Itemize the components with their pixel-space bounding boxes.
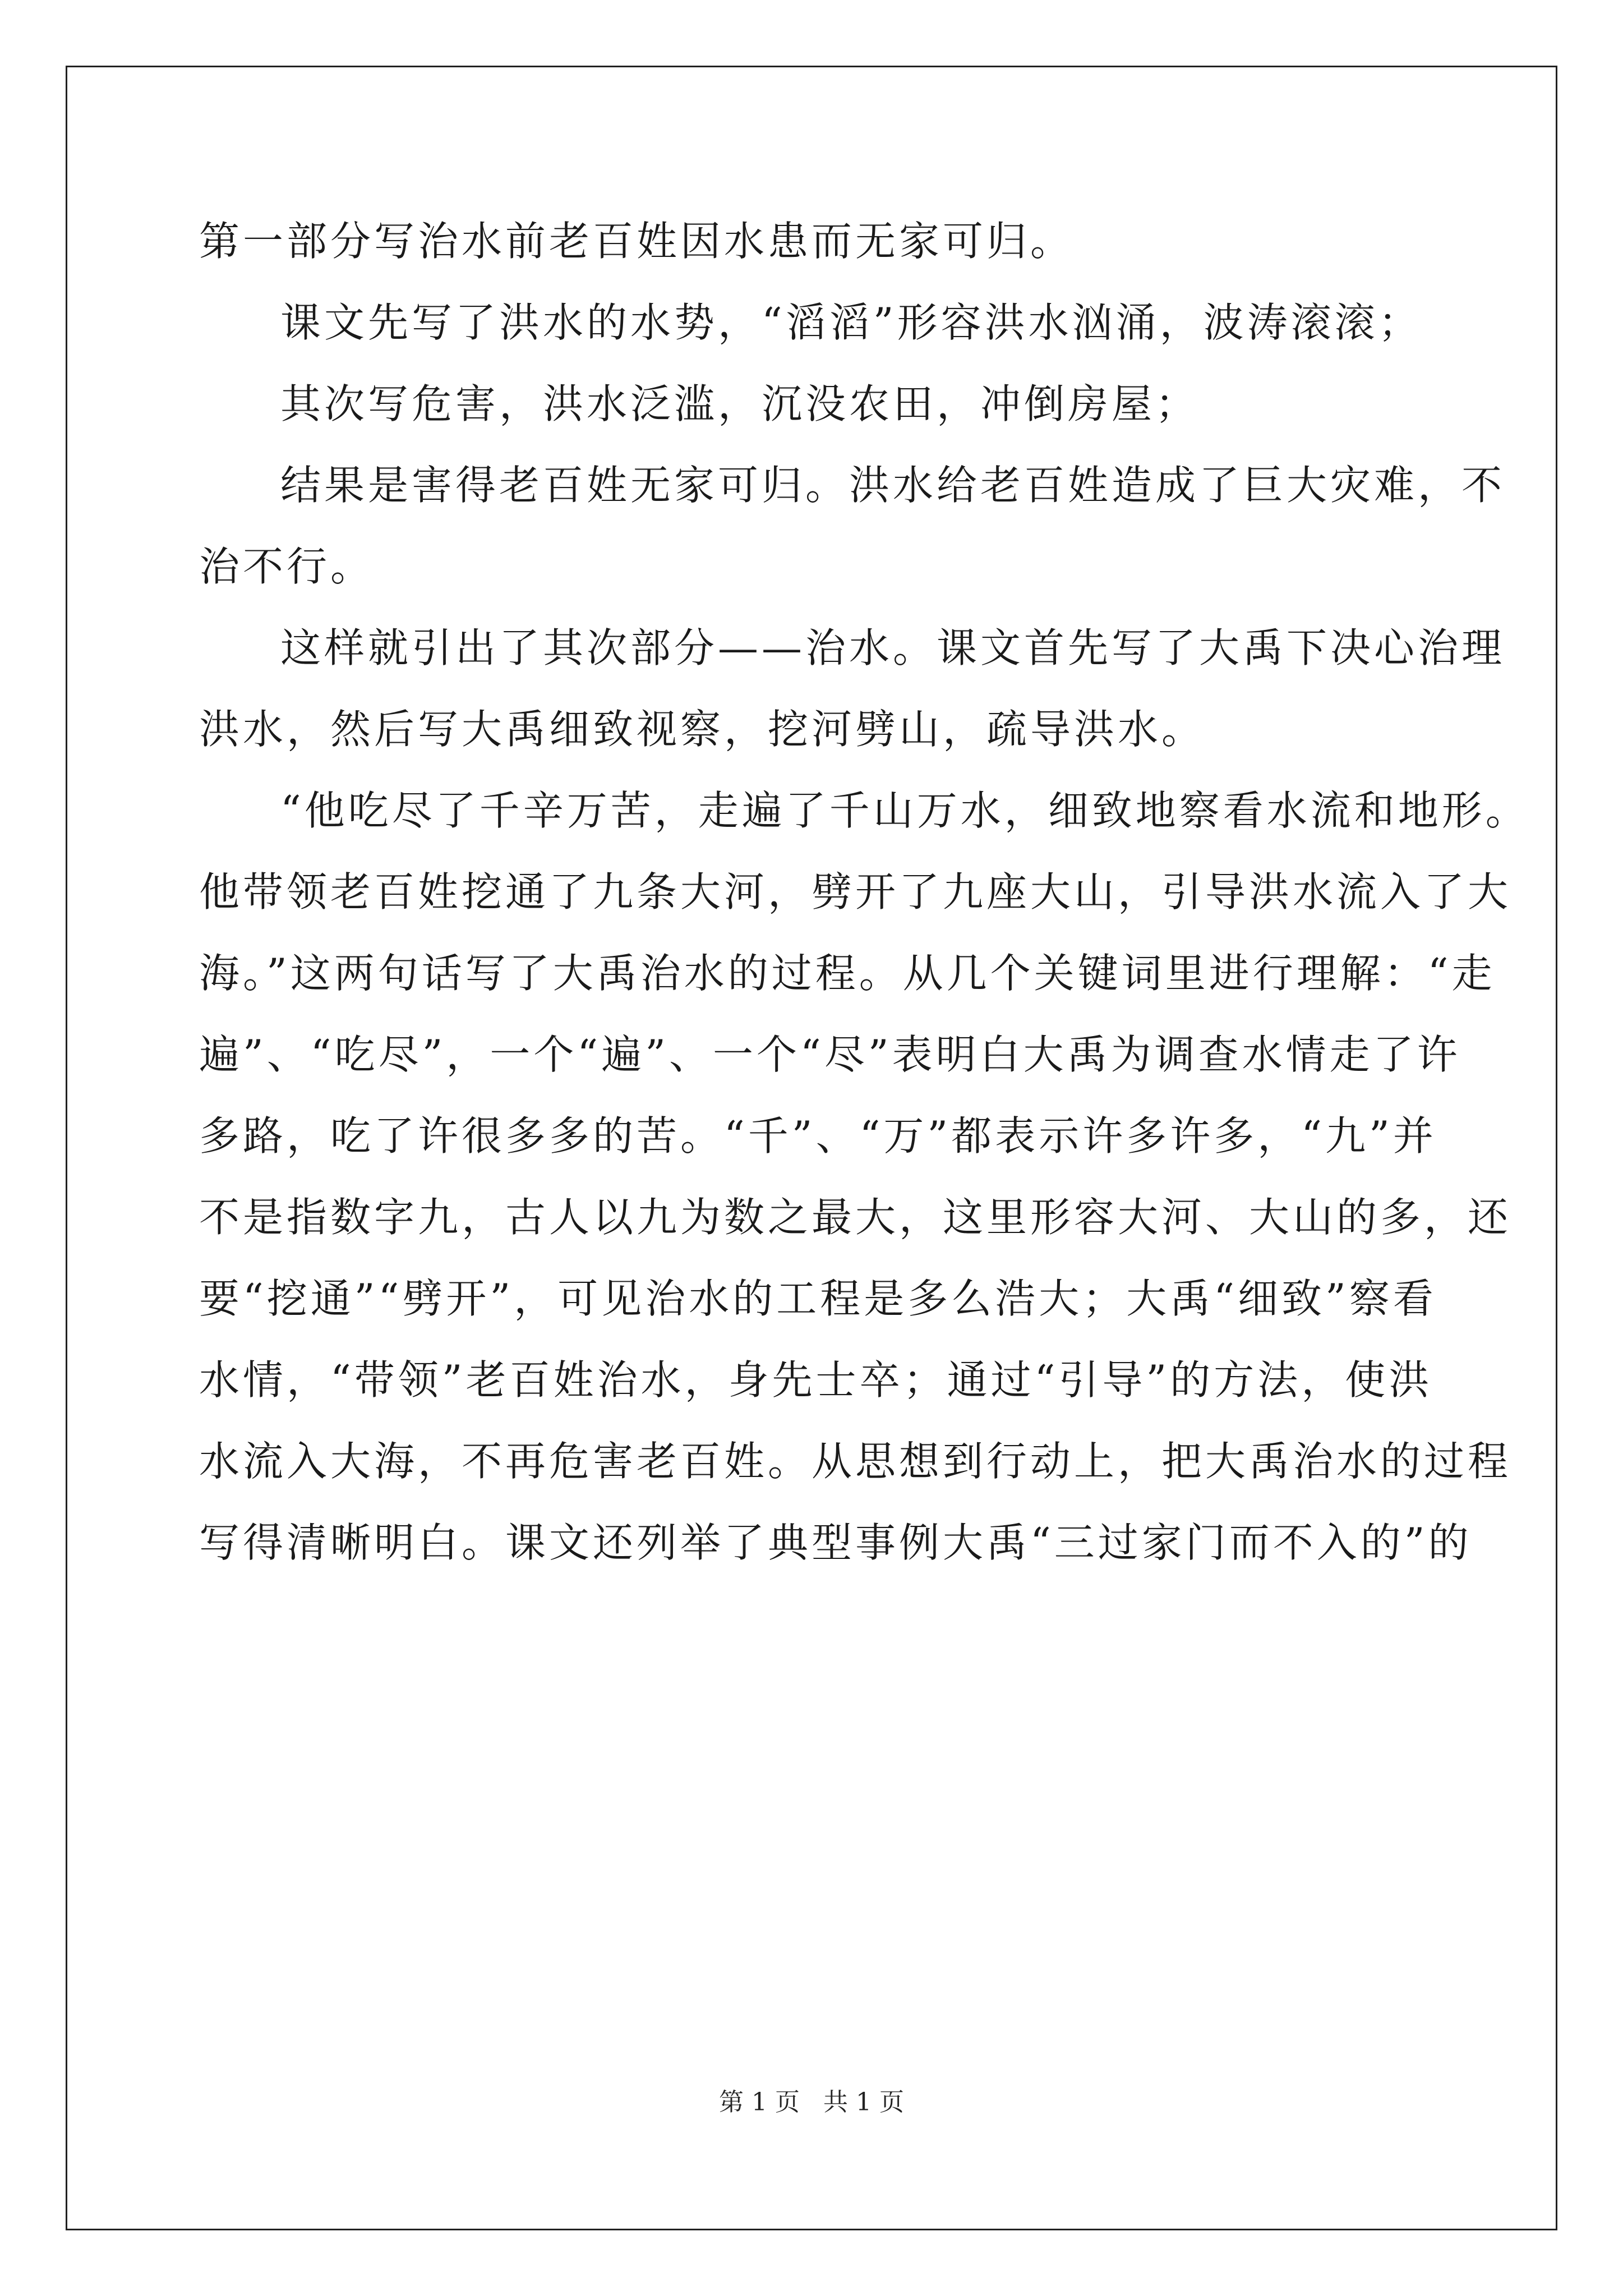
text-line: 要“挖通”“劈开”，可见治水的工程是多么浩大；大禹“细致”察看 bbox=[199, 1275, 1437, 1322]
text-line: 其次写危害，洪水泛滥，沉没农田，冲倒房屋； bbox=[280, 380, 1200, 427]
text-line: 这样就引出了其次部分——治水。课文首先写了大禹下决心治理 bbox=[280, 624, 1506, 671]
page-number: 第 1 页 bbox=[719, 2088, 800, 2116]
page-total: 共 1 页 bbox=[823, 2088, 904, 2116]
text-line: 多路，吃了许很多多的苦。“千”、“万”都表示许多许多，“九”并 bbox=[199, 1112, 1437, 1159]
text-line: 结果是害得老百姓无家可归。洪水给老百姓造成了巨大灾难，不 bbox=[280, 462, 1506, 509]
text-line: 第一部分写治水前老百姓因水患而无家可归。 bbox=[199, 218, 1075, 265]
text-line: 海。”这两句话写了大禹治水的过程。从几个关键词里进行理解：“走 bbox=[199, 950, 1496, 997]
text-line: 他带领老百姓挖通了九条大河，劈开了九座大山，引导洪水流入了大 bbox=[199, 868, 1512, 915]
text-line: 治不行。 bbox=[199, 543, 375, 590]
text-line: “他吃尽了千辛万苦，走遍了千山万水，细致地察看水流和地形。 bbox=[280, 787, 1529, 834]
text-line: 水流入大海，不再危害老百姓。从思想到行动上，把大禹治水的过程 bbox=[199, 1438, 1512, 1485]
text-line: 水情，“带领”老百姓治水，身先士卒；通过“引导”的方法，使洪 bbox=[199, 1356, 1433, 1404]
text-line: 遍”、“吃尽”，一个“遍”、一个“尽”表明白大禹为调查水情走了许 bbox=[199, 1031, 1461, 1078]
page-footer bbox=[0, 2086, 1623, 2119]
text-line: 写得清晰明白。课文还列举了典型事例大禹“三过家门而不入的”的 bbox=[199, 1519, 1472, 1566]
text-line: 不是指数字九，古人以九为数之最大，这里形容大河、大山的多，还 bbox=[199, 1194, 1512, 1241]
text-line: 课文先写了洪水的水势，“滔滔”形容洪水汹涌，波涛滚滚； bbox=[280, 299, 1422, 346]
text-line: 洪水，然后写大禹细致视察，挖河劈山，疏导洪水。 bbox=[199, 706, 1206, 753]
